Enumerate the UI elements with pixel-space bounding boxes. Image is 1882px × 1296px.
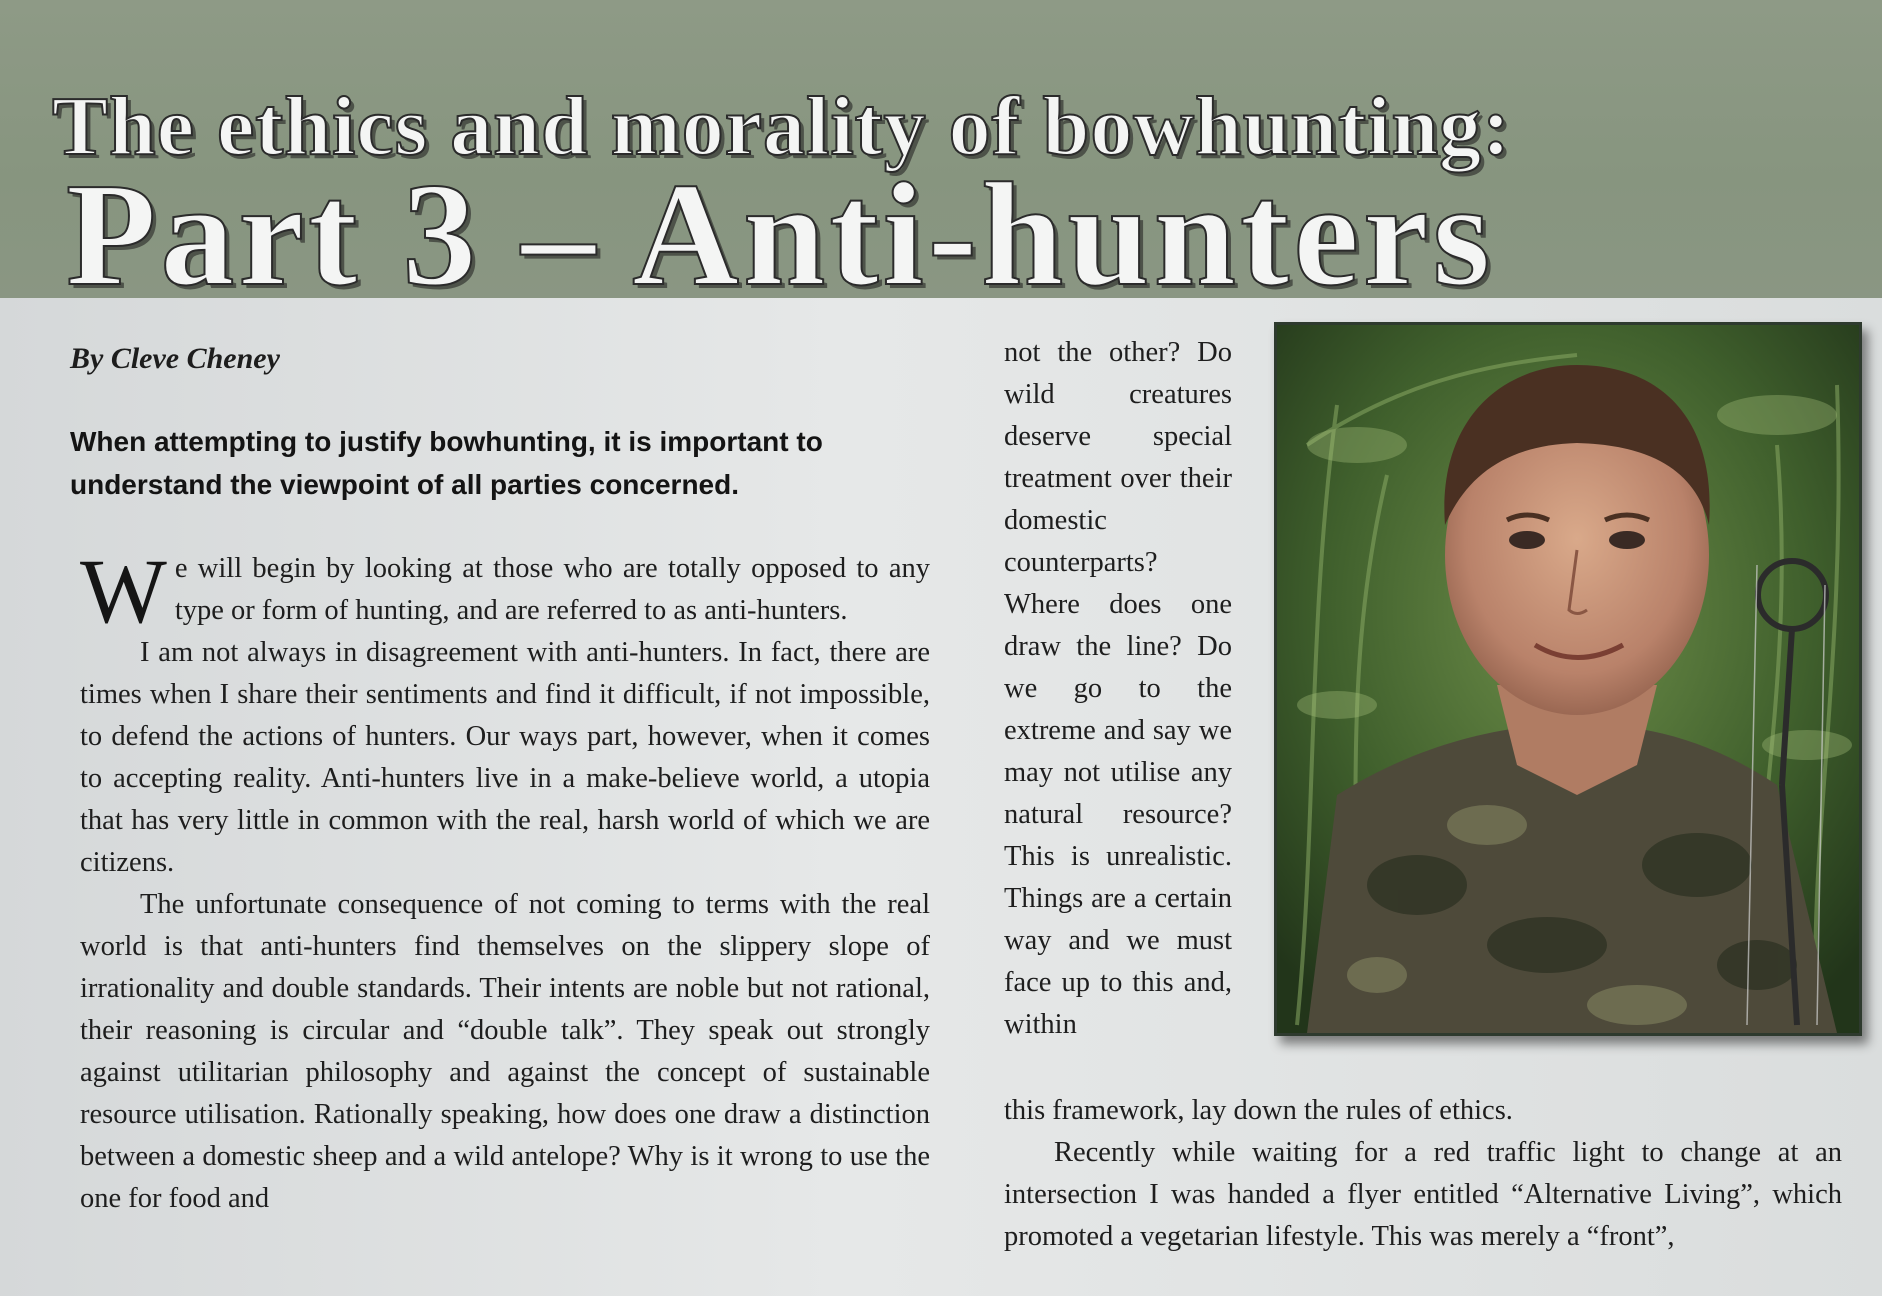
paragraph-1-text: e will begin by looking at those who are totally opposed to any type or form of hunting, and are referred to as anti-hunters. bbox=[174, 553, 930, 626]
article-subtitle: Part 3 – Anti-hunters bbox=[66, 153, 1495, 317]
portrait-illustration bbox=[1277, 325, 1859, 1033]
paragraph-5: this framework, lay down the rules of ethics. bbox=[1004, 1095, 1513, 1126]
intro-standfirst: When attempting to justify bowhunting, it is important to understand the viewpoint of all parties concerned. bbox=[70, 426, 823, 500]
body-column-left bbox=[80, 540, 930, 1220]
drop-cap: W bbox=[80, 540, 167, 642]
article-title: The ethics and morality of bowhunting: bbox=[52, 80, 1512, 173]
paragraph-1 bbox=[80, 540, 930, 642]
body-column-right-narrow bbox=[1004, 332, 1232, 1046]
paragraph-4: not the other? Do wild creatures deserve special treatment over their domestic counterparts? Where does one draw the line? Do we go to the extreme and say we may not utilise any natural resource? This is unrealistic. Things are a certain way and we must face up to this and, within bbox=[1004, 337, 1232, 1040]
paragraph-3: The unfortunate consequence of not coming to terms with the real world is that anti-hunters find themselves on the slippery slope of irrationality and double standards. Their intents are noble but not rational, their reasoning is circular and “double talk”. They speak out strongly against utilitarian philosophy and against the concept of sustainable resource utilisation. Rationally speaking, how does one draw a distinction between a domestic sheep and a wild antelope? Why is it wrong to use the one for food and bbox=[80, 889, 930, 1214]
title-banner bbox=[0, 0, 1882, 317]
author-photo bbox=[1274, 322, 1862, 1036]
paragraph-6: Recently while waiting for a red traffic light to change at an intersection I was handed a flyer entitled “Alternative Living”, which promoted a vegetarian lifestyle. This was merely a “front”, bbox=[1004, 1137, 1842, 1252]
body-column-right-wide bbox=[1004, 1090, 1842, 1258]
paragraph-2: I am not always in disagreement with anti-hunters. In fact, there are times when I share their sentiments and find it difficult, if not impossible, to defend the actions of hunters. Our ways part, however, when it comes to accepting reality. Anti-hunters live in a make-believe world, a utopia that has very little in common with the real, harsh world of which we are citizens. bbox=[80, 637, 930, 878]
author-byline: By Cleve Cheney bbox=[70, 342, 280, 375]
